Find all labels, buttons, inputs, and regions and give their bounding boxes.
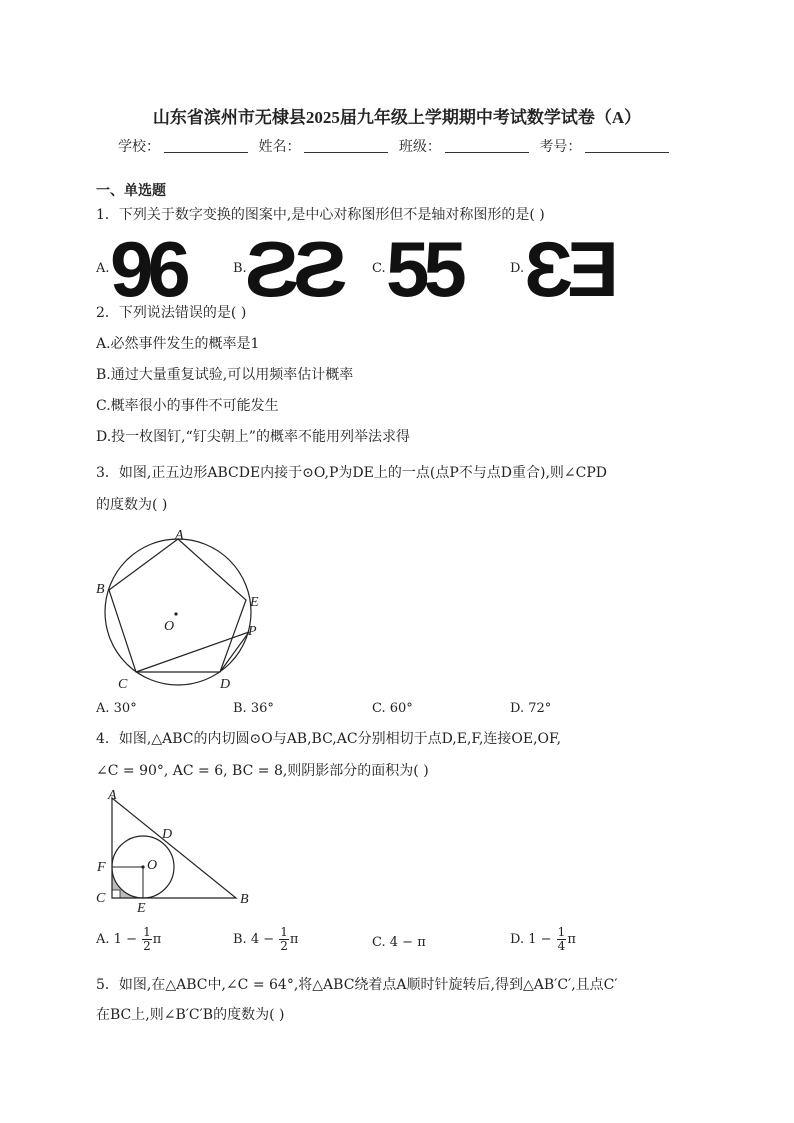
segment-dp xyxy=(220,632,249,672)
q3-option-a: A. 30° xyxy=(96,701,137,716)
question-3-line1: 3．如图,正五边形ABCDE内接于⊙O,P为DE上的一点(点P不与点D重合),则∠CPD xyxy=(96,465,607,481)
label-a: A xyxy=(108,788,117,803)
label-b: B xyxy=(240,892,249,907)
question-5-line1: 5．如图,在△ABC中,∠C = 64°,将△ABC绕着点A顺时针旋转后,得到△AB′C′,且点C′ xyxy=(96,977,618,993)
q4-option-c: C. 4 − π xyxy=(372,935,426,950)
label-b: B xyxy=(96,582,105,597)
label-f: F xyxy=(97,860,106,875)
label-d: D xyxy=(220,677,231,692)
q3-pentagon-figure xyxy=(94,522,274,692)
q4-option-d: D. 1 − $\frac{1}{4}$ π xyxy=(510,925,576,953)
question-4-line1: 4．如图,△ABC的内切圆⊙O与AB,BC,AC分别相切于点D,E,F,连接OE,OF, xyxy=(96,731,562,747)
q1-option-c-label: C. xyxy=(372,261,386,276)
label-c: C xyxy=(96,891,106,906)
q4-option-a: A. 1 − $\frac{1}{2}$ π xyxy=(96,925,162,953)
question-4-line2: ∠C = 90°, AC = 6, BC = 8,则阴影部分的面积为( ) xyxy=(96,763,429,779)
question-5-line2: 在BC上,则∠B′C′B的度数为( ) xyxy=(96,1007,285,1023)
label-p: P xyxy=(248,624,257,639)
label-d: D xyxy=(162,827,173,842)
q1-option-a-label: A. xyxy=(96,261,110,276)
q2-option-c: C.概率很小的事件不可能发生 xyxy=(96,398,279,414)
label-o: O xyxy=(164,619,175,634)
class-label: 班级： xyxy=(398,139,441,155)
q2-option-b: B.通过大量重复试验,可以用频率估计概率 xyxy=(96,367,354,383)
id-blank[interactable] xyxy=(585,138,669,153)
label-a: A xyxy=(175,528,184,543)
name-blank[interactable] xyxy=(304,138,388,153)
q2-option-d: D.投一枚图钉,“钉尖朝上”的概率不能用列举法求得 xyxy=(96,429,410,445)
question-2-text: 2．下列说法错误的是( ) xyxy=(96,305,247,321)
fraction: $\frac{1}{4}$ xyxy=(557,925,566,953)
q4-triangle-figure xyxy=(94,786,254,916)
q1-option-b-label: B. xyxy=(233,261,247,276)
label-e: E xyxy=(137,901,146,916)
fraction: $\frac{1}{2}$ xyxy=(143,925,151,953)
label-e: E xyxy=(250,595,259,610)
question-1-text: 1．下列关于数字变换的图案中,是中心对称图形但不是轴对称图形的是( ) xyxy=(96,207,545,223)
id-label: 考号： xyxy=(539,139,582,155)
school-label: 学校： xyxy=(118,139,160,155)
center-dot xyxy=(174,612,177,615)
q4-option-b: B. 4 − $\frac{1}{2}$ π xyxy=(233,925,299,953)
pentagon-abcde xyxy=(109,539,246,672)
fraction: $\frac{1}{2}$ xyxy=(280,925,288,953)
circle-o xyxy=(105,539,251,685)
name-label: 姓名： xyxy=(258,139,301,155)
section-heading: 一、单选题 xyxy=(96,183,166,199)
q1-option-b-glyph: ƧƧ xyxy=(244,225,342,313)
q1-option-c-glyph: 55 xyxy=(386,225,461,313)
class-blank[interactable] xyxy=(445,138,529,153)
school-blank[interactable] xyxy=(164,138,248,153)
label-o: O xyxy=(147,858,158,873)
center-dot xyxy=(141,865,144,868)
q1-option-d-glyph: ƐƎ xyxy=(524,225,613,313)
q2-option-a: A.必然事件发生的概率是1 xyxy=(96,336,260,352)
right-angle-mark xyxy=(112,890,120,898)
q3-option-b: B. 36° xyxy=(233,701,274,716)
q1-option-a-glyph: 96 xyxy=(110,225,185,313)
q3-option-c: C. 60° xyxy=(372,701,413,716)
page-title: 山东省滨州市无棣县2025届九年级上学期期中考试数学试卷（A） xyxy=(152,108,642,127)
question-3-line2: 的度数为( ) xyxy=(96,497,168,513)
student-info-row xyxy=(118,136,675,156)
q1-option-d-label: D. xyxy=(510,261,525,276)
segment-cp xyxy=(136,632,249,672)
triangle-abc xyxy=(112,798,236,898)
q3-option-d: D. 72° xyxy=(510,701,552,716)
label-c: C xyxy=(118,677,128,692)
